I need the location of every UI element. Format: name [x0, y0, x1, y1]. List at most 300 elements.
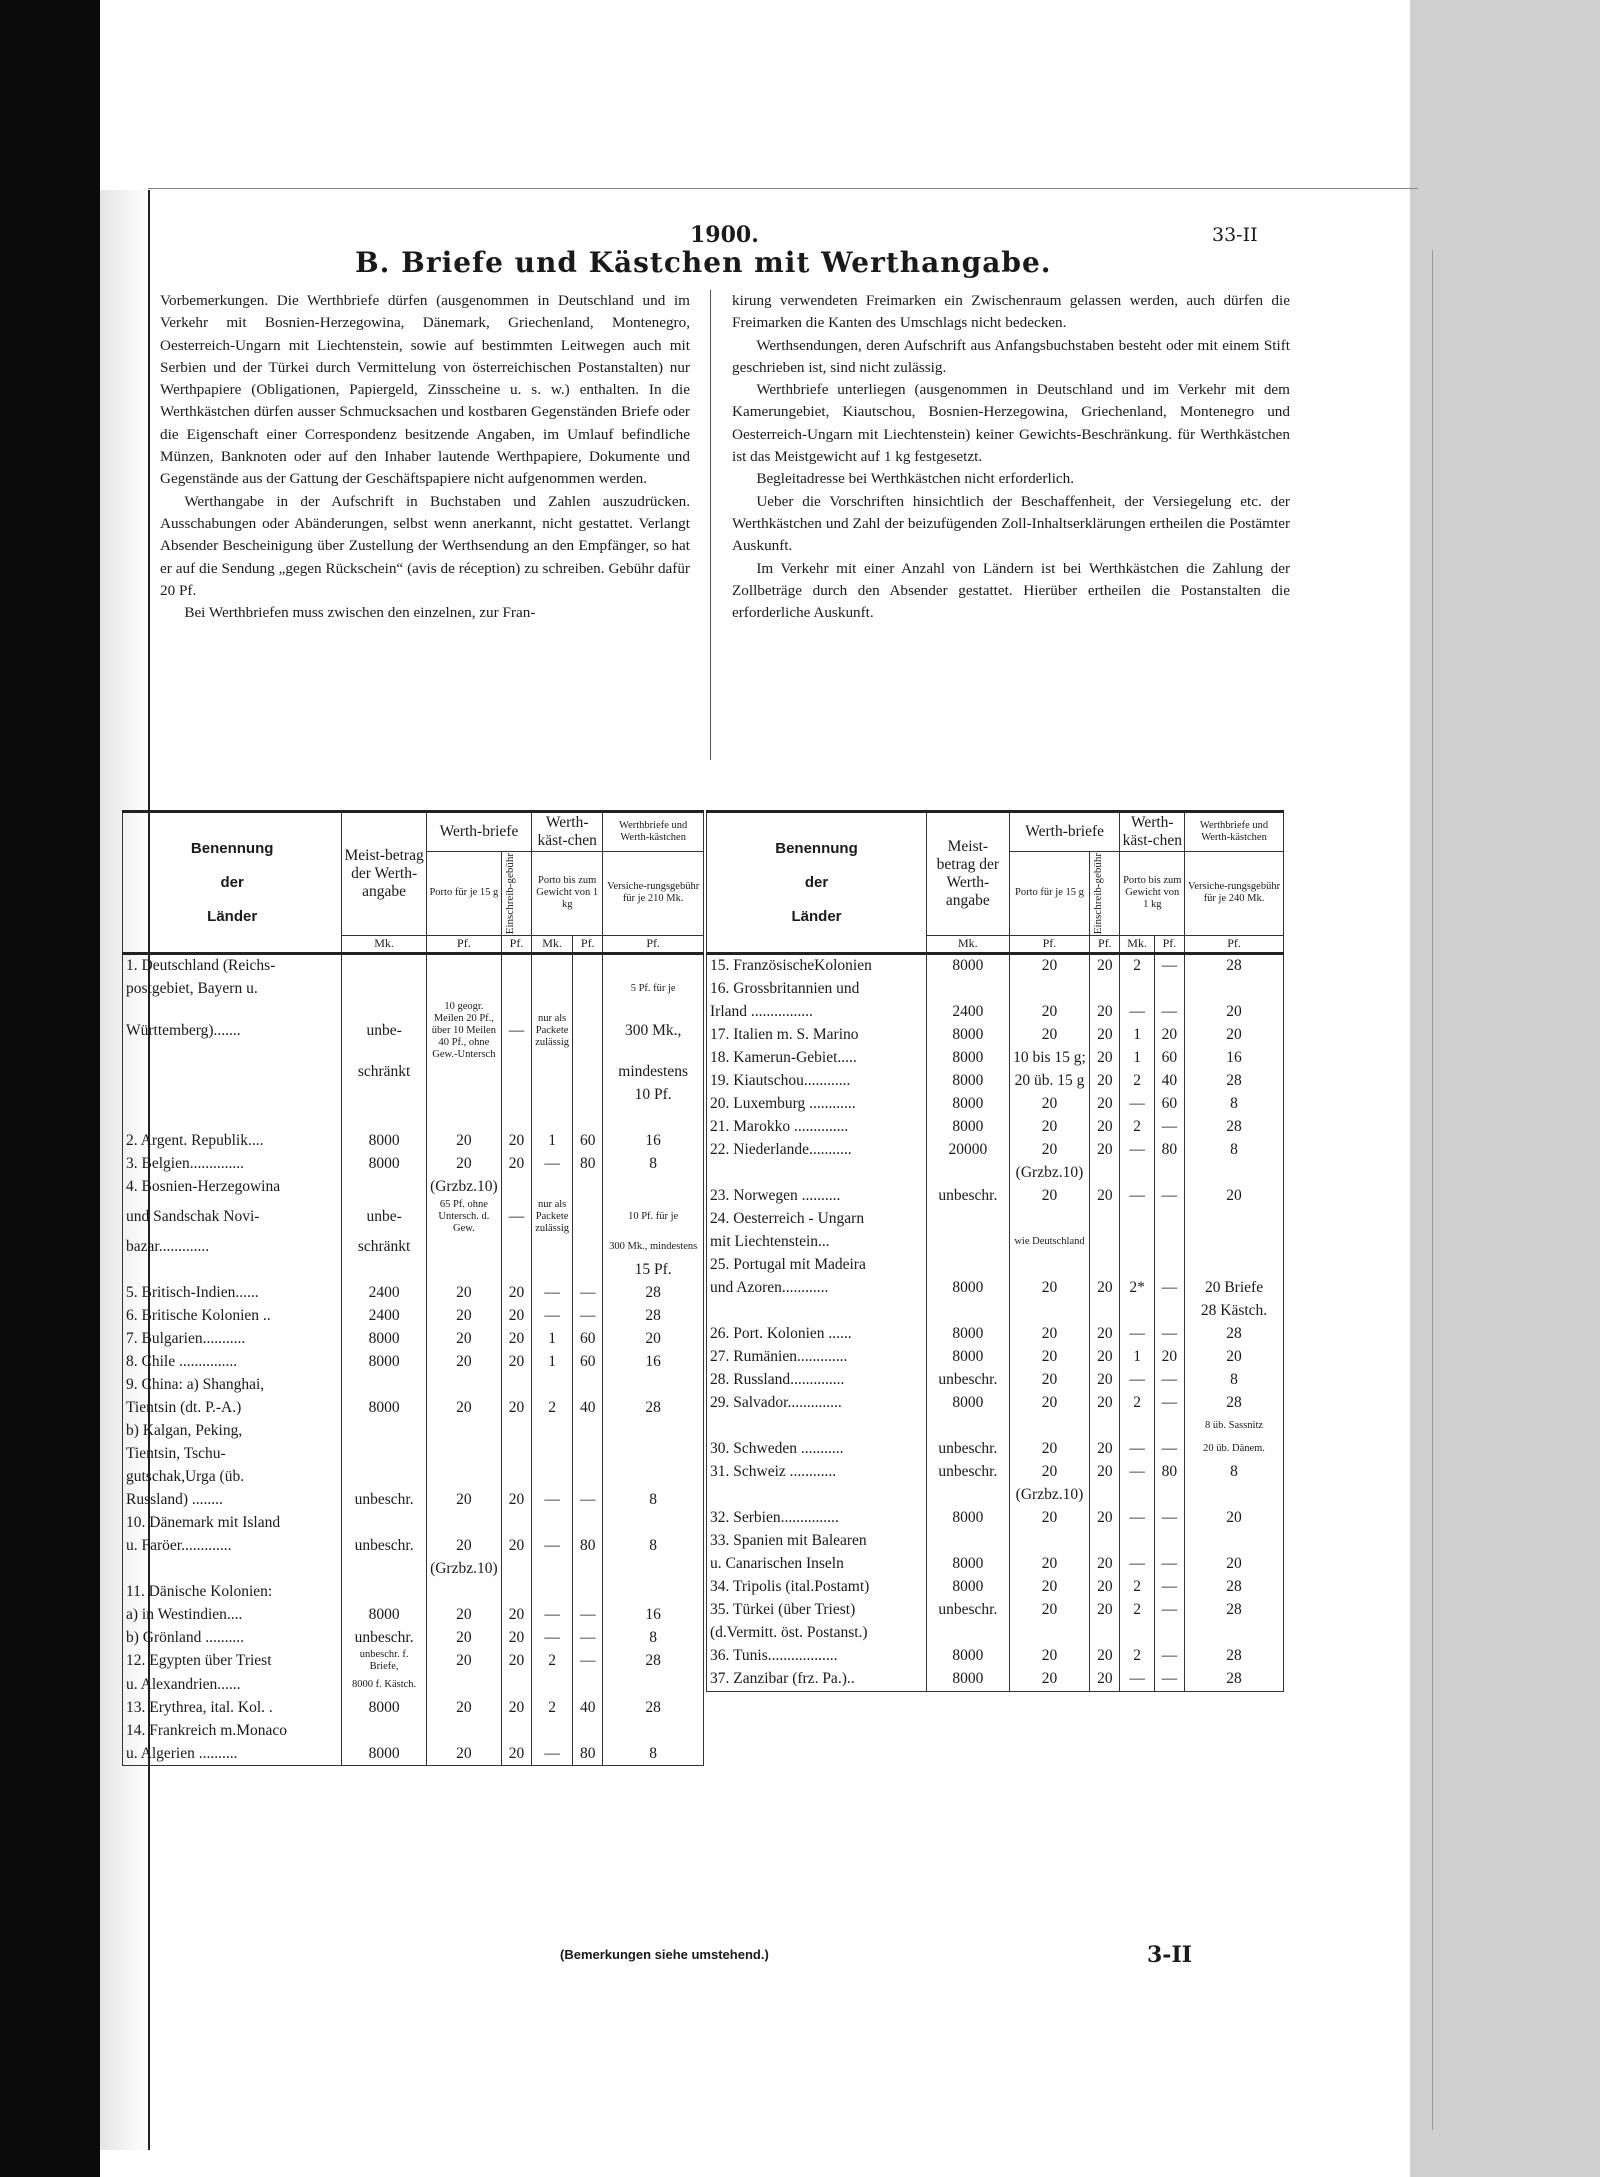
- cell-versicherung: 28: [1185, 1392, 1284, 1415]
- cell-versicherung: [1185, 1231, 1284, 1254]
- unit-pf: Pf.: [426, 935, 501, 953]
- cell-porto-1kg-pf: [1154, 1231, 1184, 1254]
- cell-versicherung: 8 üb. Sassnitz: [1185, 1415, 1284, 1438]
- cell-porto-1kg-pf: [573, 1580, 603, 1603]
- cell-porto-1kg-mk: [532, 1719, 573, 1742]
- cell-porto-15g: 20 üb. 15 g: [1009, 1070, 1090, 1093]
- cell-porto-15g: [426, 1580, 501, 1603]
- cell-country-name: 18. Kamerun-Gebiet.....: [707, 1047, 927, 1070]
- header-einschreib: Einschreib-gebühr: [1090, 851, 1120, 935]
- intro-paragraph: Vorbemerkungen. Die Werthbriefe dürfen (ausgenommen in Deutschland und im Verkehr mit Bosnien-Herzegowina, Dänemark, Griechenland, Montenegro, Oesterreich-Ungarn mit Liechtenstein, sowie auf bestimmten Leitwegen auch mit Serbien und der Türkei durch Vermittelung von österreichischen Postanstalten) nur Werthpapiere (Obligationen, Papiergeld, Zinsscheine u. s. w.) enthalten. In die Werthkästchen dürfen ausser Schmucksachen und kostbaren Gegenständen Briefe oder die Eigenschaft einer Correspondenz besitzende Angaben, im Umlauf befindliche Münzen, Banknoten oder auf den Inhaber lautende Werthpapiere, Dokumente und Gegenstände aus der Gattung der Geschäftspapiere nicht aufgenommen werden.: [160, 292, 690, 488]
- cell-versicherung: 8: [603, 1534, 704, 1557]
- unit-pf: Pf.: [573, 935, 603, 953]
- cell-country-name: und Sandschak Novi-: [123, 1199, 342, 1235]
- cell-country-name: Tientsin (dt. P.-A.): [123, 1396, 342, 1419]
- cell-meistbetrag: unbeschr.: [926, 1438, 1009, 1461]
- cell-meistbetrag: [342, 1107, 427, 1130]
- cell-versicherung: 8: [603, 1488, 704, 1511]
- cell-porto-15g: 20: [426, 1130, 501, 1153]
- cell-einschreib: 20: [1090, 1139, 1120, 1162]
- cell-meistbetrag: [926, 1484, 1009, 1507]
- cell-country-name: 32. Serbien...............: [707, 1507, 927, 1530]
- cell-country-name: 25. Portugal mit Madeira: [707, 1254, 927, 1277]
- cell-porto-15g: [426, 978, 501, 1001]
- table-row: [123, 1719, 704, 1742]
- cell-porto-1kg-pf: [1154, 1254, 1184, 1277]
- table-row: [707, 1484, 1284, 1507]
- cell-einschreib: [501, 1176, 531, 1199]
- cell-porto-1kg-pf: [573, 1199, 603, 1235]
- cell-porto-15g: 10 geogr. Meilen 20 Pf., über 10 Meilen 40 Pf., ohne Gew.-Untersch: [426, 1001, 501, 1061]
- table-row: [707, 1507, 1284, 1530]
- table-row: [123, 1419, 704, 1442]
- cell-porto-1kg-pf: —: [1154, 1392, 1184, 1415]
- cell-einschreib: 20: [1090, 1047, 1120, 1070]
- unit-mk: Mk.: [1120, 935, 1154, 953]
- unit-mk: Mk.: [532, 935, 573, 953]
- cell-porto-15g: 20: [1009, 1024, 1090, 1047]
- cell-einschreib: [501, 1511, 531, 1534]
- cell-einschreib: 20: [501, 1327, 531, 1350]
- cell-porto-1kg-pf: [1154, 1622, 1184, 1645]
- cell-versicherung: [603, 953, 704, 978]
- cell-porto-15g: (Grzbz.10): [1009, 1162, 1090, 1185]
- cell-einschreib: 20: [501, 1304, 531, 1327]
- cell-country-name: b) Grönland ..........: [123, 1626, 342, 1649]
- cell-country-name: u. Algerien ..........: [123, 1742, 342, 1766]
- rates-table-right: [706, 810, 1284, 1692]
- cell-meistbetrag: 2400: [342, 1281, 427, 1304]
- cell-porto-1kg-pf: 80: [1154, 1461, 1184, 1484]
- cell-porto-1kg-pf: [573, 1176, 603, 1199]
- cell-country-name: 23. Norwegen ..........: [707, 1185, 927, 1208]
- cell-meistbetrag: [342, 978, 427, 1001]
- cell-porto-15g: [426, 953, 501, 978]
- cell-porto-1kg-pf: —: [1154, 1438, 1184, 1461]
- cell-porto-1kg-pf: [1154, 1484, 1184, 1507]
- cell-country-name: 14. Frankreich m.Monaco: [123, 1719, 342, 1742]
- cell-meistbetrag: unbe-: [342, 1001, 427, 1061]
- cell-porto-1kg-pf: —: [573, 1649, 603, 1673]
- cell-einschreib: 20: [1090, 1093, 1120, 1116]
- cell-versicherung: 20: [1185, 1001, 1284, 1024]
- cell-einschreib: 20: [501, 1350, 531, 1373]
- cell-versicherung: 8: [1185, 1093, 1284, 1116]
- cell-porto-15g: 20: [1009, 1346, 1090, 1369]
- cell-meistbetrag: [926, 1415, 1009, 1438]
- header-meistbetrag: Meist-betrag der Werth-angabe: [342, 812, 427, 936]
- cell-porto-1kg-pf: [573, 1001, 603, 1061]
- cell-meistbetrag: 8000: [342, 1130, 427, 1153]
- cell-versicherung: 8: [603, 1153, 704, 1176]
- cell-versicherung: 5 Pf. für je: [603, 978, 704, 1001]
- cell-versicherung: [1185, 978, 1284, 1001]
- cell-porto-15g: 20: [426, 1153, 501, 1176]
- table-row: [707, 1254, 1284, 1277]
- cell-meistbetrag: 8000: [342, 1603, 427, 1626]
- cell-country-name: mit Liechtenstein...: [707, 1231, 927, 1254]
- table-row: [707, 1415, 1284, 1438]
- table-row: [707, 1001, 1284, 1024]
- cell-porto-1kg-mk: —: [532, 1281, 573, 1304]
- cell-porto-1kg-mk: 1: [1120, 1024, 1154, 1047]
- cell-porto-15g: [1009, 1622, 1090, 1645]
- cell-einschreib: 20: [1090, 1599, 1120, 1622]
- cell-porto-1kg-mk: [532, 1235, 573, 1258]
- cell-country-name: 5. Britisch-Indien......: [123, 1281, 342, 1304]
- cell-versicherung: [1185, 1530, 1284, 1553]
- cell-porto-15g: 20: [426, 1626, 501, 1649]
- cell-porto-1kg-mk: [1120, 1415, 1154, 1438]
- cell-versicherung: mindestens: [603, 1061, 704, 1084]
- cell-porto-15g: 20: [426, 1649, 501, 1673]
- cell-porto-1kg-mk: 2: [532, 1396, 573, 1419]
- cell-country-name: 29. Salvador..............: [707, 1392, 927, 1415]
- cell-versicherung: 300 Mk., mindestens: [603, 1235, 704, 1258]
- cell-porto-1kg-mk: —: [532, 1626, 573, 1649]
- cell-porto-1kg-pf: 40: [1154, 1070, 1184, 1093]
- cell-einschreib: 20: [501, 1281, 531, 1304]
- cell-porto-1kg-pf: 20: [1154, 1346, 1184, 1369]
- cell-einschreib: [501, 1084, 531, 1107]
- cell-meistbetrag: unbeschr.: [342, 1626, 427, 1649]
- cell-country-name: [123, 1061, 342, 1084]
- cell-country-name: Irland ................: [707, 1001, 927, 1024]
- cell-porto-15g: 20: [1009, 1668, 1090, 1692]
- rates-table-left: [122, 810, 704, 1766]
- cell-country-name: 11. Dänische Kolonien:: [123, 1580, 342, 1603]
- cell-versicherung: 10 Pf.: [603, 1084, 704, 1107]
- cell-porto-1kg-mk: 1: [1120, 1047, 1154, 1070]
- cell-einschreib: 20: [1090, 1553, 1120, 1576]
- table-row: [707, 1277, 1284, 1300]
- cell-porto-1kg-mk: —: [532, 1488, 573, 1511]
- cell-country-name: u. Faröer.............: [123, 1534, 342, 1557]
- cell-versicherung: 28: [603, 1281, 704, 1304]
- cell-einschreib: 20: [1090, 1116, 1120, 1139]
- cell-versicherung: [603, 1176, 704, 1199]
- cell-country-name: 22. Niederlande...........: [707, 1139, 927, 1162]
- cell-porto-15g: [1009, 1254, 1090, 1277]
- cell-porto-1kg-mk: [532, 1557, 573, 1580]
- table-row: [707, 1162, 1284, 1185]
- header-laender: Benennung der Länder: [707, 812, 927, 954]
- table-row: [123, 1084, 704, 1107]
- cell-versicherung: 16: [603, 1603, 704, 1626]
- cell-meistbetrag: 8000: [342, 1350, 427, 1373]
- table-row: [707, 1599, 1284, 1622]
- header-porto-1kg: Porto bis zum Gewicht von 1 kg: [532, 851, 603, 935]
- cell-versicherung: [603, 1580, 704, 1603]
- cell-porto-1kg-pf: 40: [573, 1696, 603, 1719]
- cell-country-name: 6. Britische Kolonien ..: [123, 1304, 342, 1327]
- cell-einschreib: 20: [1090, 1185, 1120, 1208]
- table-row: [123, 1199, 704, 1235]
- cell-porto-15g: 20: [426, 1304, 501, 1327]
- cell-porto-15g: 20: [426, 1327, 501, 1350]
- table-row: [123, 1235, 704, 1258]
- cell-versicherung: 28: [1185, 1323, 1284, 1346]
- cell-country-name: [123, 1557, 342, 1580]
- page-right-edge: [1432, 250, 1433, 2130]
- cell-country-name: [707, 1484, 927, 1507]
- cell-versicherung: 20: [1185, 1185, 1284, 1208]
- cell-einschreib: 20: [1090, 1392, 1120, 1415]
- table-row: [707, 1438, 1284, 1461]
- table-row: [123, 1488, 704, 1511]
- cell-porto-1kg-mk: [1120, 1208, 1154, 1231]
- intro-paragraph: Im Verkehr mit einer Anzahl von Ländern ist bei Werthkästchen die Zahlung der Zollbeträge durch den Absender gestattet. Hierüber ertheilen die Postanstalten die erforderliche Auskunft.: [732, 559, 1290, 622]
- cell-meistbetrag: unbeschr.: [342, 1488, 427, 1511]
- cell-porto-15g: [1009, 978, 1090, 1001]
- cell-einschreib: 20: [1090, 1323, 1120, 1346]
- cell-porto-1kg-pf: [1154, 1530, 1184, 1553]
- cell-meistbetrag: 8000: [926, 953, 1009, 978]
- cell-versicherung: [1185, 1162, 1284, 1185]
- cell-meistbetrag: 8000: [926, 1323, 1009, 1346]
- cell-einschreib: [501, 1580, 531, 1603]
- cell-porto-15g: [426, 1061, 501, 1084]
- cell-porto-15g: (Grzbz.10): [426, 1176, 501, 1199]
- cell-country-name: 2. Argent. Republik....: [123, 1130, 342, 1153]
- cell-einschreib: [1090, 1622, 1120, 1645]
- scan-background-right: [1410, 0, 1600, 2177]
- cell-einschreib: 20: [1090, 1369, 1120, 1392]
- cell-country-name: [707, 1415, 927, 1438]
- cell-meistbetrag: 8000: [342, 1696, 427, 1719]
- unit-pf: Pf.: [501, 935, 531, 953]
- cell-country-name: Russland) ........: [123, 1488, 342, 1511]
- cell-porto-1kg-pf: [573, 1235, 603, 1258]
- cell-meistbetrag: [926, 1254, 1009, 1277]
- cell-einschreib: [501, 1061, 531, 1084]
- cell-porto-1kg-mk: —: [532, 1304, 573, 1327]
- cell-porto-1kg-pf: 60: [1154, 1047, 1184, 1070]
- cell-versicherung: [1185, 1254, 1284, 1277]
- cell-porto-1kg-pf: [573, 1442, 603, 1465]
- cell-porto-1kg-pf: [573, 1107, 603, 1130]
- cell-einschreib: 20: [1090, 1277, 1120, 1300]
- cell-porto-1kg-pf: [573, 1719, 603, 1742]
- cell-porto-1kg-pf: —: [1154, 953, 1184, 978]
- unit-pf: Pf.: [1185, 935, 1284, 953]
- table-row: [707, 1668, 1284, 1692]
- cell-porto-1kg-mk: [1120, 1162, 1154, 1185]
- cell-meistbetrag: 2400: [926, 1001, 1009, 1024]
- cell-porto-1kg-mk: 2: [1120, 1645, 1154, 1668]
- cell-porto-1kg-mk: 1: [532, 1130, 573, 1153]
- cell-meistbetrag: [342, 1419, 427, 1442]
- cell-country-name: b) Kalgan, Peking,: [123, 1419, 342, 1442]
- cell-porto-1kg-mk: [1120, 1622, 1154, 1645]
- cell-porto-15g: [426, 1511, 501, 1534]
- cell-meistbetrag: 20000: [926, 1139, 1009, 1162]
- table-row: [123, 978, 704, 1001]
- intro-column-right: [732, 290, 1290, 624]
- cell-versicherung: 28: [1185, 1116, 1284, 1139]
- cell-porto-1kg-pf: [1154, 1162, 1184, 1185]
- cell-meistbetrag: 8000: [926, 1553, 1009, 1576]
- cell-porto-1kg-mk: —: [532, 1534, 573, 1557]
- unit-mk: Mk.: [926, 935, 1009, 953]
- header-versich: Versiche-rungsgebühr für je 210 Mk.: [603, 851, 704, 935]
- cell-porto-1kg-mk: [1120, 1254, 1154, 1277]
- table-row: [707, 1231, 1284, 1254]
- cell-porto-15g: [426, 1373, 501, 1396]
- cell-porto-1kg-pf: 80: [1154, 1139, 1184, 1162]
- cell-porto-1kg-mk: —: [1120, 1461, 1154, 1484]
- rates-table-left-body: [123, 953, 704, 1766]
- table-row: [123, 1649, 704, 1673]
- cell-einschreib: 20: [501, 1603, 531, 1626]
- cell-einschreib: [1090, 1231, 1120, 1254]
- cell-meistbetrag: 8000: [342, 1742, 427, 1766]
- page-top-edge: [148, 188, 1418, 189]
- cell-porto-15g: (Grzbz.10): [426, 1557, 501, 1580]
- intro-paragraph: Werthangabe in der Aufschrift in Buchstaben und Zahlen auszudrücken. Ausschabungen oder Abänderungen, selbst wenn anerkannt, nicht gestattet. Verlangt Absender Bescheinigung über Zustellung der Werthsendung an den Empfänger, so hat er auf die Sendung „gegen Rückschein“ (avis de réception) zu schreiben. Gebühr dafür 20 Pf.: [160, 492, 690, 599]
- cell-country-name: 8. Chile ...............: [123, 1350, 342, 1373]
- cell-meistbetrag: 8000: [926, 1070, 1009, 1093]
- cell-einschreib: 20: [501, 1696, 531, 1719]
- cell-versicherung: 28: [1185, 1668, 1284, 1692]
- cell-porto-1kg-pf: 80: [573, 1534, 603, 1557]
- cell-einschreib: 20: [1090, 1507, 1120, 1530]
- unit-mk: Mk.: [342, 935, 427, 953]
- cell-porto-1kg-pf: [573, 1511, 603, 1534]
- cell-porto-15g: 20: [1009, 1599, 1090, 1622]
- cell-porto-1kg-mk: 2: [1120, 953, 1154, 978]
- table-row: [707, 1369, 1284, 1392]
- cell-porto-1kg-mk: [532, 978, 573, 1001]
- cell-porto-15g: 10 bis 15 g;: [1009, 1047, 1090, 1070]
- cell-porto-15g: 20: [1009, 1277, 1090, 1300]
- cell-meistbetrag: [342, 1442, 427, 1465]
- header-versich-group: Werthbriefe und Werth-kästchen: [1185, 812, 1284, 852]
- header-porto-15g: Porto für je 15 g: [426, 851, 501, 935]
- cell-versicherung: 16: [603, 1130, 704, 1153]
- cell-country-name: [707, 1300, 927, 1323]
- cell-einschreib: 20: [1090, 1438, 1120, 1461]
- cell-porto-1kg-pf: —: [1154, 1507, 1184, 1530]
- table-row: [123, 1176, 704, 1199]
- cell-einschreib: [501, 1719, 531, 1742]
- cell-versicherung: [603, 1511, 704, 1534]
- cell-porto-1kg-mk: —: [1120, 1369, 1154, 1392]
- cell-versicherung: 28: [603, 1649, 704, 1673]
- cell-porto-1kg-mk: [532, 1373, 573, 1396]
- cell-porto-15g: 20: [1009, 1185, 1090, 1208]
- cell-meistbetrag: [342, 1719, 427, 1742]
- cell-meistbetrag: unbe-: [342, 1199, 427, 1235]
- cell-porto-1kg-pf: [573, 1557, 603, 1580]
- intro-paragraph: Bei Werthbriefen muss zwischen den einzelnen, zur Fran-: [184, 604, 536, 622]
- cell-einschreib: [1090, 1530, 1120, 1553]
- unit-pf: Pf.: [1009, 935, 1090, 953]
- cell-porto-1kg-mk: [532, 1084, 573, 1107]
- cell-porto-15g: [426, 1235, 501, 1258]
- header-werthbriefe: Werth-briefe: [1009, 812, 1120, 852]
- cell-einschreib: [1090, 1415, 1120, 1438]
- table-row: [123, 1258, 704, 1281]
- cell-meistbetrag: unbeschr.: [926, 1185, 1009, 1208]
- cell-meistbetrag: 8000: [926, 1093, 1009, 1116]
- cell-einschreib: 20: [501, 1649, 531, 1673]
- cell-einschreib: 20: [1090, 1645, 1120, 1668]
- cell-versicherung: [1185, 1484, 1284, 1507]
- table-row: [707, 1070, 1284, 1093]
- cell-meistbetrag: 8000: [926, 1507, 1009, 1530]
- table-row: [123, 1001, 704, 1061]
- cell-porto-1kg-mk: [1120, 1231, 1154, 1254]
- cell-versicherung: [603, 1719, 704, 1742]
- table-row: [123, 1281, 704, 1304]
- intro-paragraph: kirung verwendeten Freimarken ein Zwischenraum gelassen werden, auch dürfen die Freimarken die Kanten des Umschlags nicht bedecken.: [732, 292, 1290, 332]
- cell-einschreib: [501, 1557, 531, 1580]
- cell-einschreib: [501, 1107, 531, 1130]
- cell-versicherung: 20: [1185, 1507, 1284, 1530]
- cell-porto-1kg-mk: —: [532, 1153, 573, 1176]
- cell-porto-1kg-pf: 60: [573, 1130, 603, 1153]
- cell-meistbetrag: unbeschr. f. Briefe,: [342, 1649, 427, 1673]
- cell-porto-15g: 20: [1009, 1323, 1090, 1346]
- cell-porto-1kg-mk: —: [1120, 1507, 1154, 1530]
- cell-porto-1kg-pf: [1154, 1415, 1184, 1438]
- page-year: 1900.: [690, 222, 759, 248]
- table-row: [707, 978, 1284, 1001]
- cell-einschreib: [1090, 1162, 1120, 1185]
- cell-porto-15g: 20: [1009, 1139, 1090, 1162]
- cell-meistbetrag: unbeschr.: [342, 1534, 427, 1557]
- cell-meistbetrag: 8000: [926, 1576, 1009, 1599]
- header-werthkaestchen: Werth-käst-chen: [532, 812, 603, 852]
- cell-porto-1kg-pf: [573, 1061, 603, 1084]
- cell-porto-15g: 20: [1009, 1645, 1090, 1668]
- table-row: [123, 1626, 704, 1649]
- cell-porto-1kg-mk: 2: [1120, 1599, 1154, 1622]
- intro-paragraph: Werthbriefe unterliegen (ausgenommen in Deutschland und im Verkehr mit dem Kamerungebiet, Kiautschou, Bosnien-Herzegowina, Griechenland, Montenegro und Oesterreich-Ungarn mit Liechtenstein) keiner Gewichts-Beschränkung. für Werthkästchen ist das Meistgewicht auf 1 kg festgesetzt.: [732, 381, 1290, 466]
- unit-pf: Pf.: [1154, 935, 1184, 953]
- cell-einschreib: [501, 1442, 531, 1465]
- cell-porto-1kg-pf: 20: [1154, 1024, 1184, 1047]
- cell-meistbetrag: [342, 1258, 427, 1281]
- cell-porto-1kg-pf: [573, 953, 603, 978]
- table-row: [707, 1346, 1284, 1369]
- cell-versicherung: [603, 1442, 704, 1465]
- cell-porto-15g: 20: [426, 1488, 501, 1511]
- cell-country-name: 35. Türkei (über Triest): [707, 1599, 927, 1622]
- cell-porto-1kg-pf: [573, 1084, 603, 1107]
- cell-country-name: 21. Marokko ..............: [707, 1116, 927, 1139]
- footer-code: 3-II: [1147, 1942, 1193, 1968]
- cell-versicherung: [603, 1107, 704, 1130]
- cell-country-name: bazar.............: [123, 1235, 342, 1258]
- cell-porto-1kg-mk: 2: [1120, 1576, 1154, 1599]
- cell-einschreib: 20: [1090, 1070, 1120, 1093]
- cell-versicherung: 28: [1185, 1645, 1284, 1668]
- cell-einschreib: [501, 1465, 531, 1488]
- cell-porto-1kg-mk: —: [1120, 1668, 1154, 1692]
- cell-versicherung: [1185, 1208, 1284, 1231]
- header-porto-1kg: Porto bis zum Gewicht von 1 kg: [1120, 851, 1185, 935]
- cell-versicherung: 8: [1185, 1139, 1284, 1162]
- cell-versicherung: 28 Kästch.: [1185, 1300, 1284, 1323]
- cell-country-name: 16. Grossbritannien und: [707, 978, 927, 1001]
- cell-porto-1kg-pf: 60: [573, 1350, 603, 1373]
- cell-porto-1kg-pf: —: [1154, 1185, 1184, 1208]
- cell-versicherung: 16: [1185, 1047, 1284, 1070]
- cell-porto-15g: [426, 1719, 501, 1742]
- cell-meistbetrag: [926, 1300, 1009, 1323]
